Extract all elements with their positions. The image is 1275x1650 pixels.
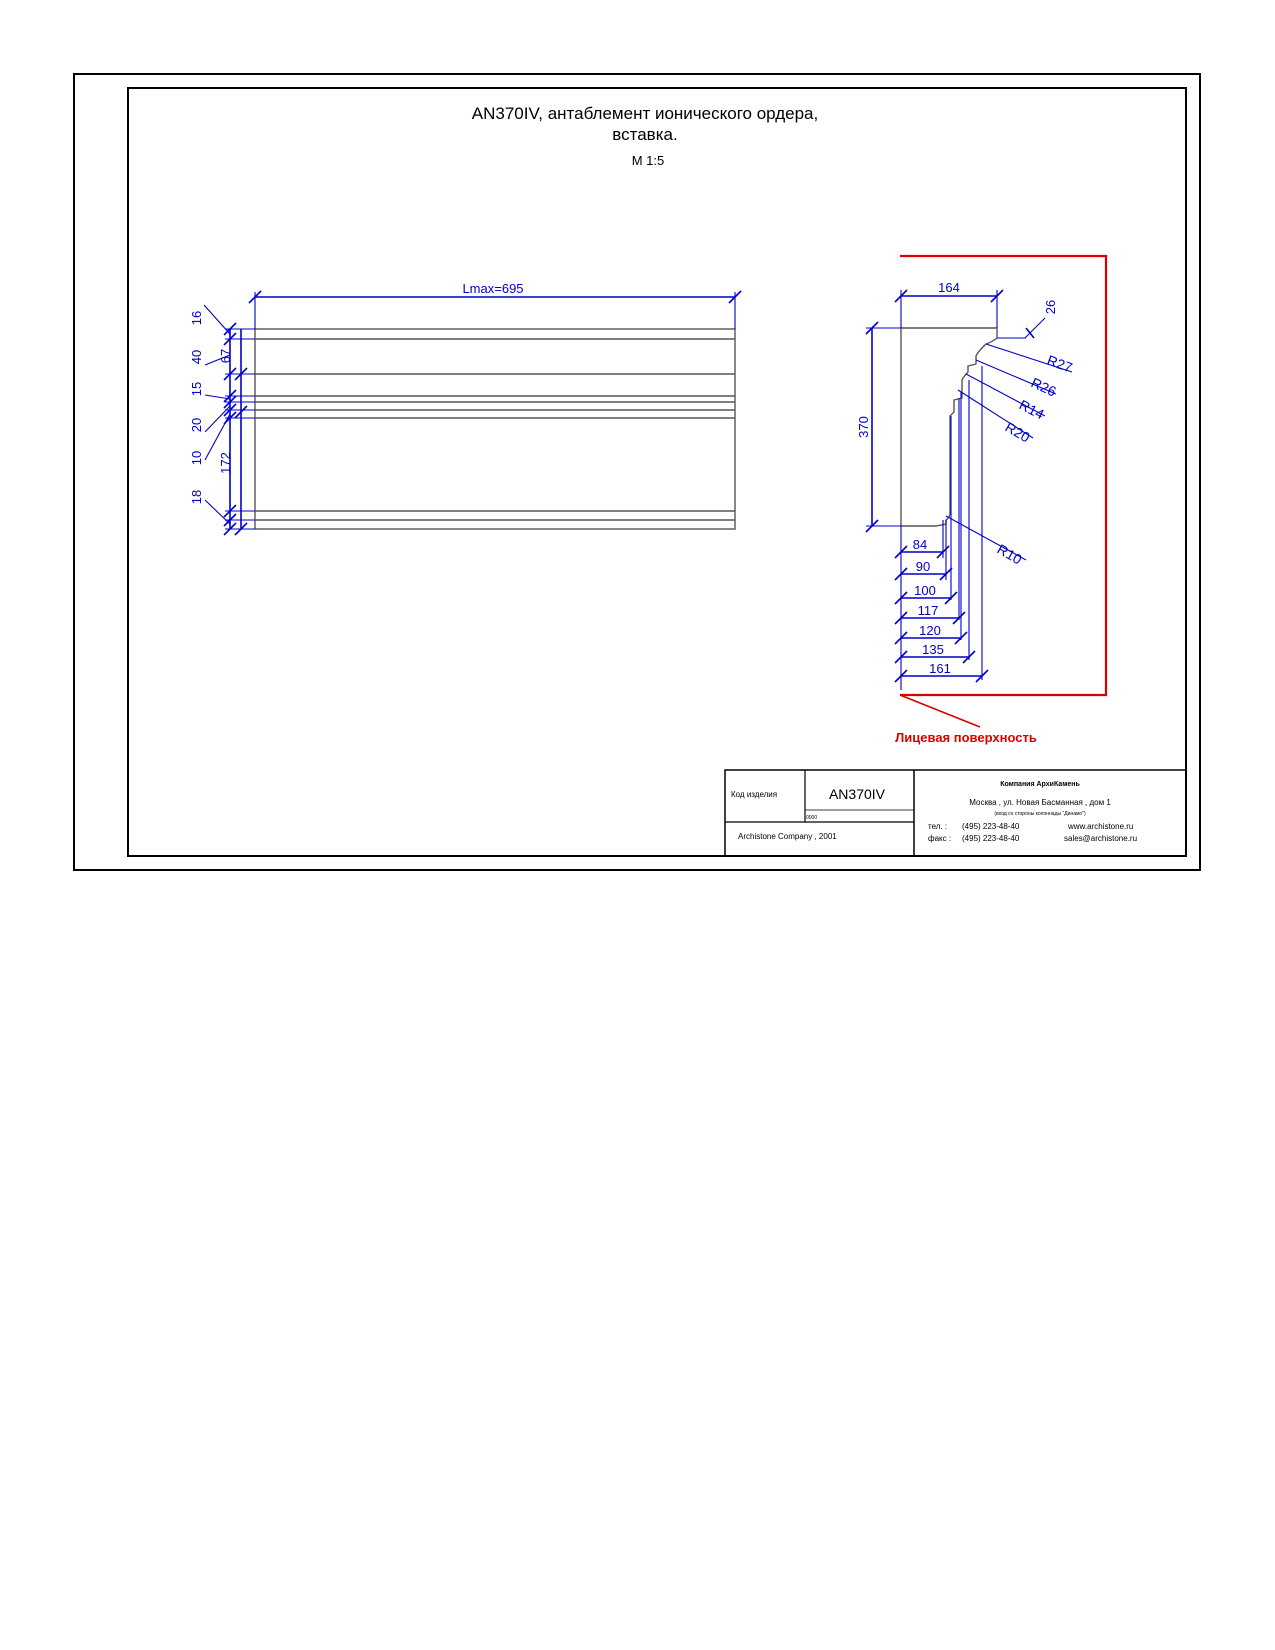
dim-label-15: 15 — [189, 381, 204, 397]
front-view-outline — [255, 329, 735, 529]
outer-frame — [74, 74, 1200, 870]
title-block — [725, 770, 1186, 856]
phone-label: тел. : — [928, 822, 948, 831]
dim-label-40: 40 — [189, 349, 204, 365]
drawing-title-line-2: вставка. — [612, 125, 678, 144]
radius-label-r10: R10 — [994, 540, 1025, 568]
top-step-label: 26 — [1043, 299, 1058, 315]
length-label: Lmax=695 — [462, 281, 524, 296]
radius-label-r26: R26 — [1028, 374, 1059, 400]
width-label-100: 100 — [914, 583, 936, 598]
radius-label-r20: R20 — [1002, 418, 1033, 446]
dim-label-18: 18 — [189, 489, 204, 505]
face-surface-label: Лицевая поверхность — [895, 730, 1037, 745]
title-block-border — [725, 770, 1186, 856]
dim-label-20: 20 — [189, 417, 204, 433]
fax-label: факс : — [928, 834, 952, 843]
width-dimension-lines — [901, 552, 982, 676]
company-name: Компания АрхиКамень — [1000, 781, 1080, 788]
profile-outline — [901, 328, 997, 526]
company-address-note: (вход со стороны колоннады "Динамо") — [994, 811, 1086, 817]
width-label-161: 161 — [929, 661, 951, 676]
company-website: www.archistone.ru — [1068, 822, 1134, 831]
dim-label-16: 16 — [189, 310, 204, 326]
dim-label-67: 67 — [218, 348, 233, 364]
front-view — [189, 281, 741, 535]
phone-number: (495) 223-48-40 — [962, 822, 1020, 831]
dim-label-172: 172 — [218, 452, 233, 474]
height-label: 370 — [856, 416, 871, 438]
width-label-90: 90 — [915, 559, 931, 574]
width-label-84: 84 — [912, 537, 928, 552]
company-email: sales@archistone.ru — [1064, 834, 1138, 843]
profile-view — [856, 256, 1106, 745]
company-address: Москва , ул. Новая Басманная , дом 1 — [969, 798, 1111, 807]
radius-label-r27: R27 — [1044, 351, 1075, 376]
width-label-117: 117 — [917, 603, 939, 618]
width-label-135: 135 — [922, 642, 944, 657]
drawing-title-line-1: AN370IV, антаблемент ионического ордера, — [471, 104, 819, 123]
radius-label-r14: R14 — [1016, 396, 1047, 423]
fax-number: (495) 223-48-40 — [962, 834, 1020, 843]
product-code-value: AN370IV — [828, 786, 886, 802]
dim-label-10: 10 — [189, 450, 204, 466]
leader-line — [1025, 318, 1045, 338]
width-label-120: 120 — [919, 623, 941, 638]
copyright-text: Archistone Company , 2001 — [738, 832, 837, 841]
product-code-label: Код изделия — [731, 790, 778, 799]
top-width-label: 164 — [938, 280, 960, 295]
drawing-scale: М 1:5 — [631, 153, 665, 168]
face-surface-leader — [900, 695, 980, 727]
product-code-sub: 0000 — [806, 815, 818, 821]
